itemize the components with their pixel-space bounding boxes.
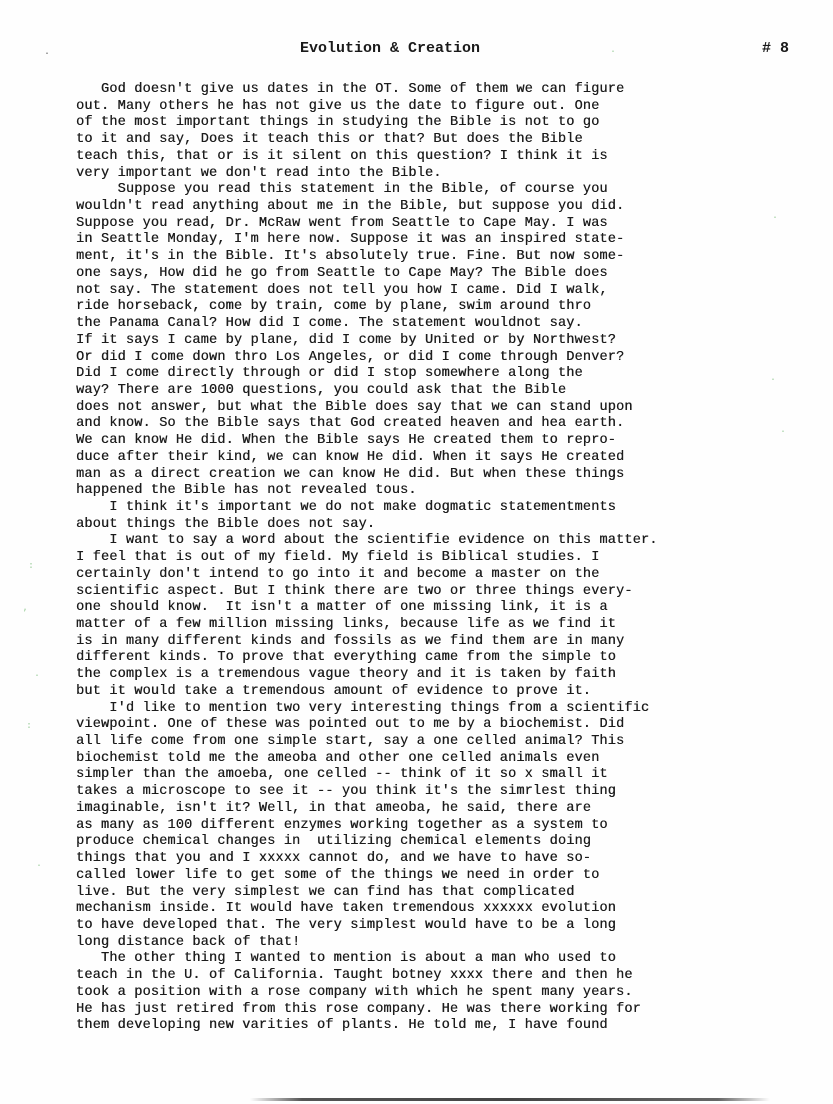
page-header xyxy=(0,40,833,60)
text-line: about things the Bible does not say. xyxy=(76,516,376,532)
scan-speck: , xyxy=(22,602,29,613)
scan-speck: : xyxy=(26,720,33,731)
text-line: Or did I come down thro Los Angeles, or did I come through Denver? xyxy=(76,349,625,365)
text-line: matter of a few million missing links, because life as we find it xyxy=(76,617,616,632)
text-line: certainly don't intend to go into it and become a master on the xyxy=(76,566,600,582)
text-line: does not answer, but what the Bible does say that we can stand upon xyxy=(76,399,633,415)
text-line: imaginable, isn't it? Well, in that ameoba, he said, there are xyxy=(76,800,592,816)
text-line: teach this, that or is it silent on this question? I think it is xyxy=(76,148,608,164)
scan-speck: . xyxy=(770,372,777,383)
text-line: God doesn't give us dates in the OT. Some of them we can figure xyxy=(76,82,625,97)
text-line: teach in the U. of California. Taught botney xxxx there and then he xyxy=(76,968,633,984)
text-line: is in many different kinds and fossils as we find them are in many xyxy=(76,633,625,649)
scan-speck: . xyxy=(772,210,779,221)
text-line: simpler than the amoeba, one celled -- think of it so x small it xyxy=(76,767,608,783)
text-line: I want to say a word about the scientifie evidence on this matter. xyxy=(76,533,658,549)
body-text xyxy=(76,82,796,1035)
text-line: not say. The statement does not tell you how I came. Did I walk, xyxy=(76,282,608,298)
text-line: but it would take a tremendous amount of evidence to prove it. xyxy=(76,683,592,699)
text-line: biochemist told me the ameoba and other one celled animals even xyxy=(76,750,600,766)
text-line: one should know. It isn't a matter of one missing link, it is a xyxy=(76,600,608,616)
text-line: of the most important things in studying the Bible is not to go xyxy=(76,115,600,131)
text-line: live. But the very simplest we can find has that complicated xyxy=(76,884,575,900)
text-line: things that you and I xxxxx cannot do, and we have to have so- xyxy=(76,851,592,867)
text-line: viewpoint. One of these was pointed out to me by a biochemist. Did xyxy=(76,717,625,733)
scan-speck: . xyxy=(780,424,787,435)
scan-speck: . xyxy=(34,668,41,679)
text-line: man as a direct creation we can know He did. But when these things xyxy=(76,466,625,482)
text-line: them developing new varities of plants. He told me, I have found xyxy=(76,1018,608,1034)
text-line: one says, How did he go from Seattle to Cape May? The Bible does xyxy=(76,265,608,281)
scan-speck: . xyxy=(44,46,51,57)
page-number: # 8 xyxy=(762,40,790,57)
text-line: the Panama Canal? How did I come. The statement wouldnot say. xyxy=(76,316,583,332)
scan-speck: : xyxy=(28,560,35,571)
text-line: I feel that is out of my field. My field is Biblical studies. I xyxy=(76,550,600,566)
text-line: If it says I came by plane, did I come by United or by Northwest? xyxy=(76,332,616,348)
document-title: Evolution & Creation xyxy=(300,40,481,57)
text-line: out. Many others he has not give us the date to figure out. One xyxy=(76,98,600,114)
text-line: in Seattle Monday, I'm here now. Suppose it was an inspired state- xyxy=(76,232,625,248)
text-line: and know. So the Bible says that God created heaven and hea earth. xyxy=(76,416,625,432)
text-line: Suppose you read this statement in the Bible, of course you xyxy=(76,182,608,198)
text-line: wouldn't read anything about me in the Bible, but suppose you did. xyxy=(76,199,625,215)
text-line: The other thing I wanted to mention is about a man who used to xyxy=(76,951,616,967)
text-line: all life come from one simple start, say a one celled animal? This xyxy=(76,734,625,750)
text-line: to it and say, Does it teach this or that? But does the Bible xyxy=(76,132,583,148)
text-line: duce after their kind, we can know He did. When it says He created xyxy=(76,449,625,465)
text-line: as many as 100 different enzymes working together as a system to xyxy=(76,817,608,833)
text-line: way? There are 1000 questions, you could ask that the Bible xyxy=(76,382,567,398)
text-line: Suppose you read, Dr. McRaw went from Seattle to Cape May. I was xyxy=(76,215,608,231)
text-line: ride horseback, come by train, come by plane, swim around thro xyxy=(76,299,592,315)
text-line: ment, it's in the Bible. It's absolutely true. Fine. But now some- xyxy=(76,249,625,265)
text-line: happened the Bible has not revealed tous. xyxy=(76,483,417,499)
text-line: different kinds. To prove that everything came from the simple to xyxy=(76,650,616,666)
text-line: I'd like to mention two very interesting things from a scientific xyxy=(76,700,650,716)
text-line: took a position with a rose company with which he spent many years. xyxy=(76,984,633,1000)
text-line: Did I come directly through or did I stop somewhere along the xyxy=(76,366,583,382)
text-line: scientific aspect. But I think there are two or three things every- xyxy=(76,583,633,599)
text-line: to have developed that. The very simplest would have to be a long xyxy=(76,917,616,933)
text-line: called lower life to get some of the things we need in order to xyxy=(76,867,600,883)
scan-speck: . xyxy=(610,44,617,55)
text-line: produce chemical changes in utilizing chemical elements doing xyxy=(76,834,592,850)
scan-edge-line xyxy=(250,1098,770,1101)
text-line: takes a microscope to see it -- you think it's the simrlest thing xyxy=(76,784,616,800)
text-line: mechanism inside. It would have taken tremendous xxxxxx evolution xyxy=(76,901,616,917)
text-line: the complex is a tremendous vague theory and it is taken by faith xyxy=(76,667,616,683)
text-line: very important we don't read into the Bible. xyxy=(76,165,442,181)
text-line: long distance back of that! xyxy=(76,934,301,950)
text-line: We can know He did. When the Bible says He created them to repro- xyxy=(76,433,616,449)
text-line: He has just retired from this rose company. He was there working for xyxy=(76,1001,641,1017)
text-line: I think it's important we do not make dogmatic statementments xyxy=(76,499,616,515)
scan-speck: . xyxy=(36,858,43,869)
